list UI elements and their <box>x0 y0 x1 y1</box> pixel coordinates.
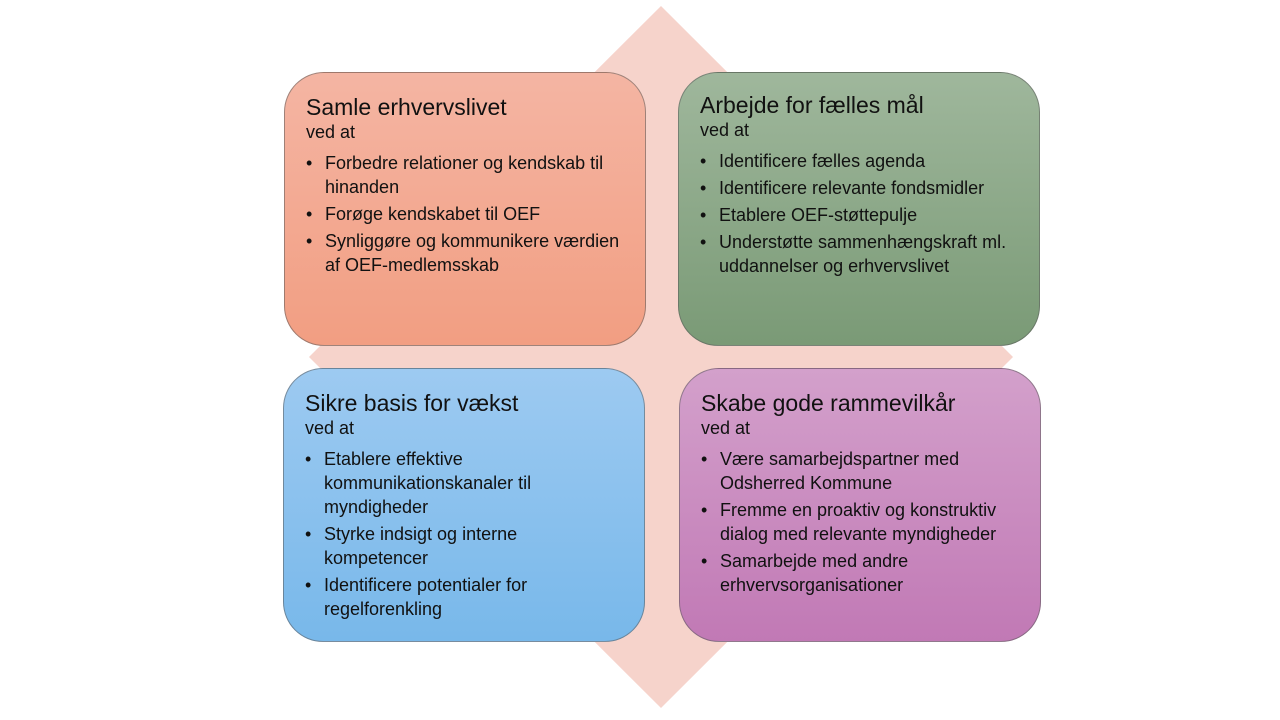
bullet-icon: • <box>701 551 708 571</box>
list-item <box>701 549 1020 597</box>
bullet-icon: • <box>700 232 707 252</box>
list-item-text: Etablere effektive kommunikationskanaler til myndigheder <box>324 449 532 517</box>
bullet-icon: • <box>701 449 708 469</box>
list-item <box>305 573 624 621</box>
list-item-text: Forbedre relationer og kendskab til hinanden <box>325 153 604 197</box>
box-subtitle: ved at <box>306 122 356 142</box>
box-subtitle: ved at <box>700 120 750 140</box>
list-item-text: Fremme en proaktiv og konstruktiv dialog med relevante myndigheder <box>720 500 997 544</box>
list-item <box>701 447 1020 495</box>
list-item-text: Forøge kendskabet til OEF <box>325 204 541 224</box>
box-samle-erhvervslivet <box>284 72 646 346</box>
box-title: Sikre basis for vækst <box>305 390 519 416</box>
box-subtitle: ved at <box>305 418 355 438</box>
bullet-icon: • <box>701 500 708 520</box>
list-item <box>305 522 624 570</box>
bullet-list <box>306 151 625 277</box>
box-title: Arbejde for fælles mål <box>700 92 924 118</box>
list-item <box>700 176 1019 200</box>
bullet-icon: • <box>306 231 313 251</box>
list-item-text: Styrke indsigt og interne kompetencer <box>324 524 518 568</box>
box-sikre-basis-for-vaekst <box>283 368 645 642</box>
bullet-icon: • <box>700 178 707 198</box>
bullet-icon: • <box>306 204 313 224</box>
bullet-icon: • <box>305 449 312 469</box>
bullet-icon: • <box>305 575 312 595</box>
bullet-icon: • <box>306 153 313 173</box>
box-title: Skabe gode rammevilkår <box>701 390 956 416</box>
bullet-list <box>305 447 624 621</box>
bullet-list <box>701 447 1020 597</box>
list-item <box>701 498 1020 546</box>
box-arbejde-for-faelles-maal <box>678 72 1040 346</box>
list-item-text: Understøtte sammenhængskraft ml. uddannelser og erhvervslivet <box>719 232 1007 276</box>
list-item-text: Være samarbejdspartner med Odsherred Kommune <box>720 449 960 493</box>
list-item-text: Samarbejde med andre erhvervsorganisationer <box>720 551 909 595</box>
box-skabe-gode-rammevilkaar <box>679 368 1041 642</box>
box-subtitle: ved at <box>701 418 751 438</box>
list-item <box>700 230 1019 278</box>
box-title: Samle erhvervslivet <box>306 94 507 120</box>
list-item <box>700 149 1019 173</box>
list-item <box>306 151 625 199</box>
list-item-text: Synliggøre og kommunikere værdien af OEF-medlemsskab <box>325 231 620 275</box>
bullet-icon: • <box>305 524 312 544</box>
list-item-text: Identificere potentialer for regelforenkling <box>324 575 528 619</box>
list-item-text: Etablere OEF-støttepulje <box>719 205 918 225</box>
bullet-icon: • <box>700 151 707 171</box>
bullet-list <box>700 149 1019 278</box>
list-item <box>306 202 625 226</box>
list-item-text: Identificere relevante fondsmidler <box>719 178 985 198</box>
list-item <box>700 203 1019 227</box>
bullet-icon: • <box>700 205 707 225</box>
list-item <box>305 447 624 519</box>
list-item-text: Identificere fælles agenda <box>719 151 926 171</box>
list-item <box>306 229 625 277</box>
